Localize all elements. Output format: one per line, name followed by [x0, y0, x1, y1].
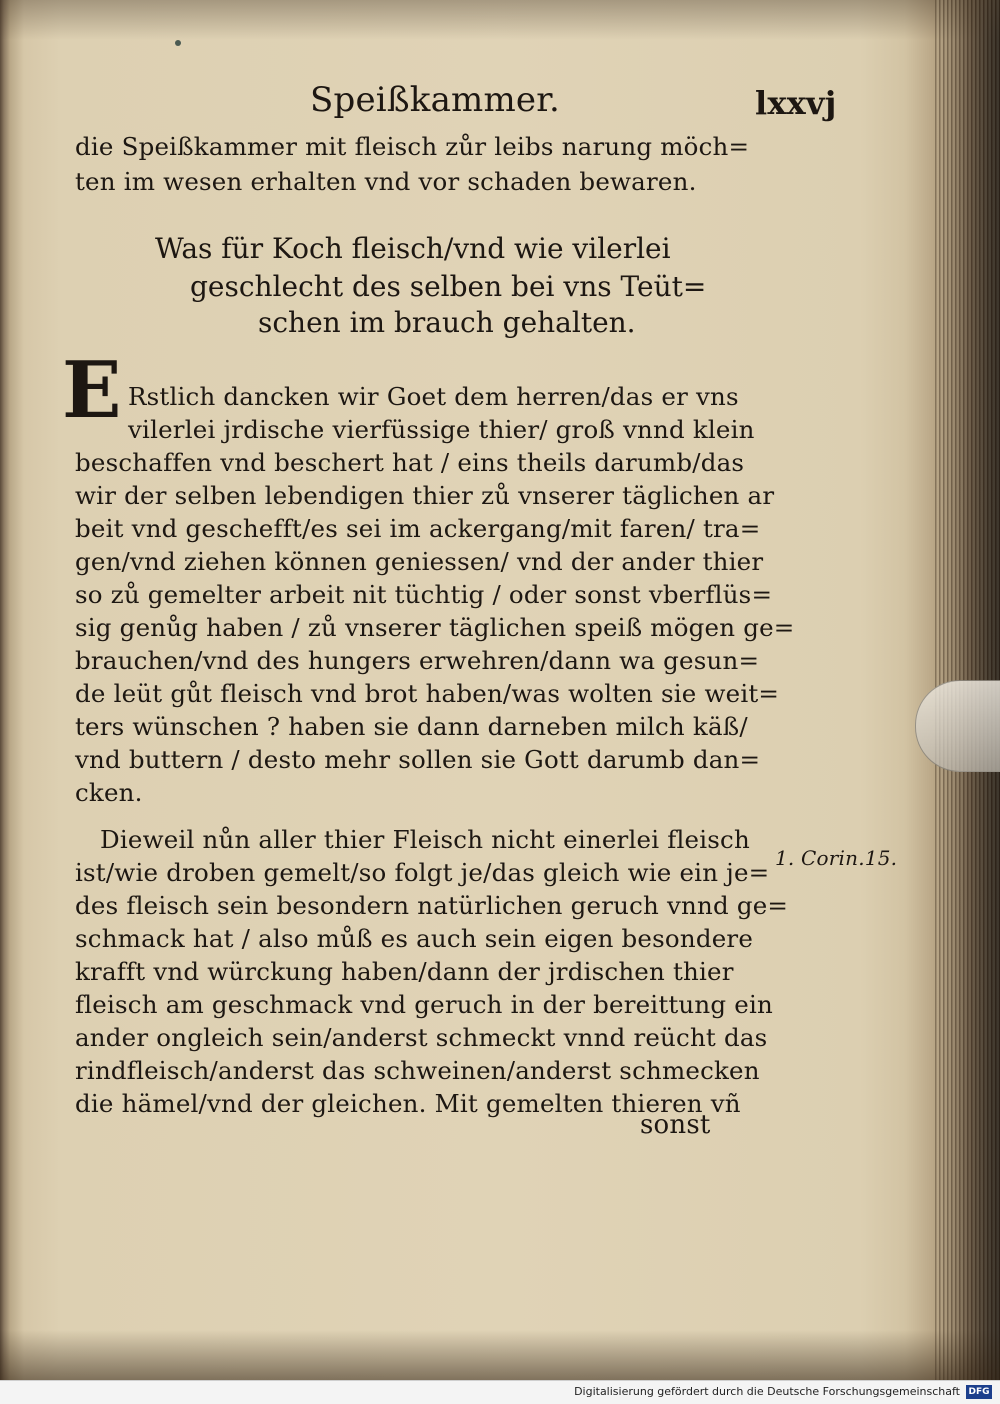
- catchword: sonst: [640, 1110, 711, 1140]
- paragraph-line: ters wünschen ? haben sie dann darneben milch käß/: [75, 712, 748, 741]
- ink-speck: [175, 40, 181, 46]
- dfg-logo: DFG: [966, 1385, 992, 1399]
- paragraph-line: so zů gemelter arbeit nit tüchtig / oder sonst vberflüs=: [75, 580, 773, 609]
- paragraph-line: krafft vnd würckung haben/dann der jrdischen thier: [75, 957, 734, 986]
- funding-credit: Digitalisierung gefördert durch die Deutsche Forschungsgemeinschaft: [574, 1385, 960, 1398]
- paragraph-line: ander ongleich sein/anderst schmeckt vnnd reücht das: [75, 1023, 768, 1052]
- paragraph-line: rindfleisch/anderst das schweinen/anderst schmecken: [75, 1056, 760, 1085]
- paragraph-line: wir der selben lebendigen thier zů vnserer täglichen ar: [75, 481, 775, 510]
- paragraph-line: Dieweil nůn aller thier Fleisch nicht einerlei fleisch: [100, 825, 750, 854]
- section-heading-line: Was für Koch fleisch/vnd wie vilerlei: [155, 232, 671, 265]
- margin-reference: 1. Corin.15.: [775, 846, 898, 870]
- footer-bar: [0, 1380, 1000, 1404]
- intro-line: die Speißkammer mit fleisch zůr leibs narung möch=: [75, 132, 750, 161]
- paragraph-line: cken.: [75, 778, 143, 807]
- paragraph-line: fleisch am geschmack vnd geruch in der bereittung ein: [75, 990, 773, 1019]
- section-heading-line: geschlecht des selben bei vns Teüt=: [190, 270, 707, 303]
- paragraph-line: sig genůg haben / zů vnserer täglichen speiß mögen ge=: [75, 613, 795, 642]
- book-clip: [915, 680, 1000, 772]
- paragraph-line: vilerlei jrdische vierfüssige thier/ groß vnnd klein: [128, 415, 755, 444]
- paragraph-line: de leüt gůt fleisch vnd brot haben/was wolten sie weit=: [75, 679, 780, 708]
- paragraph-line: des fleisch sein besondern natürlichen geruch vnnd ge=: [75, 891, 789, 920]
- intro-line: ten im wesen erhalten vnd vor schaden bewaren.: [75, 167, 697, 196]
- drop-cap: E: [62, 345, 122, 436]
- section-heading-line: schen im brauch gehalten.: [258, 306, 636, 339]
- paragraph-line: beschaffen vnd beschert hat / eins theils darumb/das: [75, 448, 745, 477]
- folio-number: lxxvj: [755, 84, 837, 122]
- paragraph-line: vnd buttern / desto mehr sollen sie Gott darumb dan=: [75, 745, 761, 774]
- paragraph-line: ist/wie droben gemelt/so folgt je/das gleich wie ein je=: [75, 858, 770, 887]
- paragraph-line: beit vnd geschefft/es sei im ackergang/mit faren/ tra=: [75, 514, 761, 543]
- bottom-shadow: [0, 1330, 1000, 1380]
- paragraph-line: schmack hat / also můß es auch sein eigen besondere: [75, 924, 754, 953]
- top-shadow: [0, 0, 1000, 40]
- paragraph-line: die hämel/vnd der gleichen. Mit gemelten thieren vñ: [75, 1089, 741, 1118]
- paragraph-line: Rstlich dancken wir Goet dem herren/das er vns: [128, 382, 739, 411]
- paragraph-line: brauchen/vnd des hungers erwehren/dann wa gesun=: [75, 646, 760, 675]
- running-header: Speißkammer.: [310, 80, 560, 120]
- paragraph-line: gen/vnd ziehen können geniessen/ vnd der ander thier: [75, 547, 764, 576]
